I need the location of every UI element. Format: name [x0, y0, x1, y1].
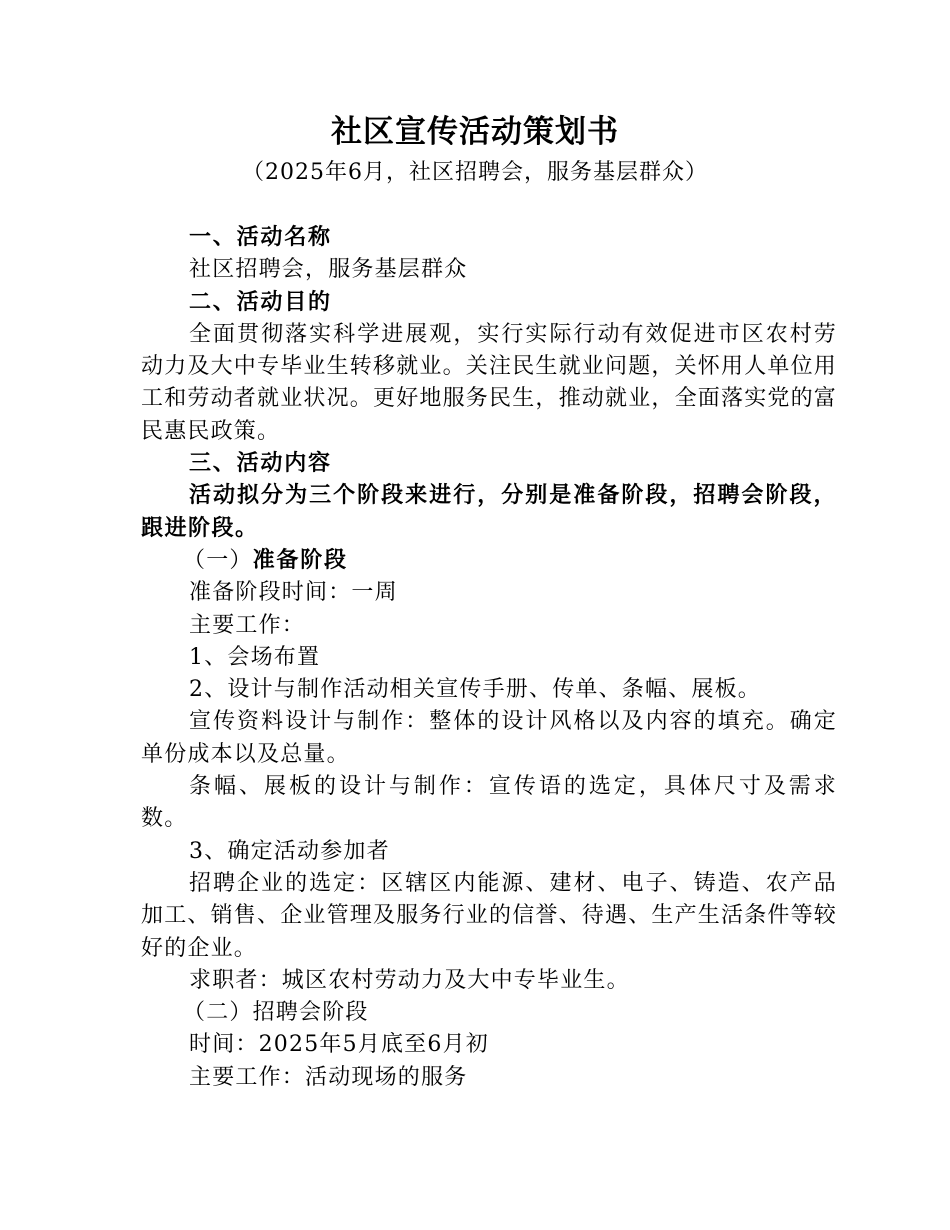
subheading-preparation-stage	[141, 545, 837, 577]
subheading-number: （一）	[183, 547, 253, 573]
paragraph-activity-purpose: 全面贯彻落实科学进展观，实行实际行动有效促进市区农村劳动力及大中专毕业生转移就业。关注民生就业问题，关怀用人单位用工和劳动者就业状况。更好地服务民生，推动就业，全面落实党的富民惠民政策。	[141, 321, 838, 444]
paragraph-promo-design: 宣传资料设计与制作：整体的设计风格以及内容的填充。确定单份成本以及总量。	[141, 709, 837, 767]
paragraph-job-seekers: 求职者：城区农村劳动力及大中专毕业生。	[189, 967, 630, 993]
list-item-participants: 3、确定活动参加者	[189, 838, 390, 864]
document-subtitle: （2025年6月，社区招聘会，服务基层群众）	[242, 160, 708, 185]
subheading-text: 准备阶段	[252, 547, 348, 573]
section-heading-activity-purpose: 二、活动目的	[189, 289, 332, 315]
list-item-promo-materials: 2、设计与制作活动相关宣传手册、传单、条幅、展板。	[189, 677, 761, 703]
paragraph-employer-selection: 招聘企业的选定：区辖区内能源、建材、电子、铸造、农产品加工、销售、企业管理及服务行业的信誉、待遇、生产生活条件等较好的企业。	[141, 870, 838, 961]
list-item-venue-setup: 1、会场布置	[189, 644, 321, 670]
paragraph-activity-stages: 活动拟分为三个阶段来进行，分别是准备阶段，招聘会阶段，跟进阶段。	[141, 483, 837, 541]
paragraph-banner-design: 条幅、展板的设计与制作：宣传语的选定，具体尺寸及需求数。	[141, 774, 837, 832]
document-body	[141, 222, 837, 1094]
document-title: 社区宣传活动策划书	[331, 114, 619, 150]
paragraph-main-work-label: 主要工作：	[189, 612, 306, 638]
paragraph-job-fair-work: 主要工作：活动现场的服务	[189, 1064, 468, 1090]
section-heading-activity-content: 三、活动内容	[189, 451, 332, 477]
subheading-job-fair-stage: （二）招聘会阶段	[183, 1000, 369, 1026]
paragraph-activity-name: 社区招聘会，服务基层群众	[189, 257, 468, 283]
section-heading-activity-name: 一、活动名称	[189, 225, 332, 250]
paragraph-job-fair-time: 时间：2025年5月底至6月初	[189, 1032, 489, 1058]
paragraph-preparation-time: 准备阶段时间：一周	[189, 580, 398, 606]
